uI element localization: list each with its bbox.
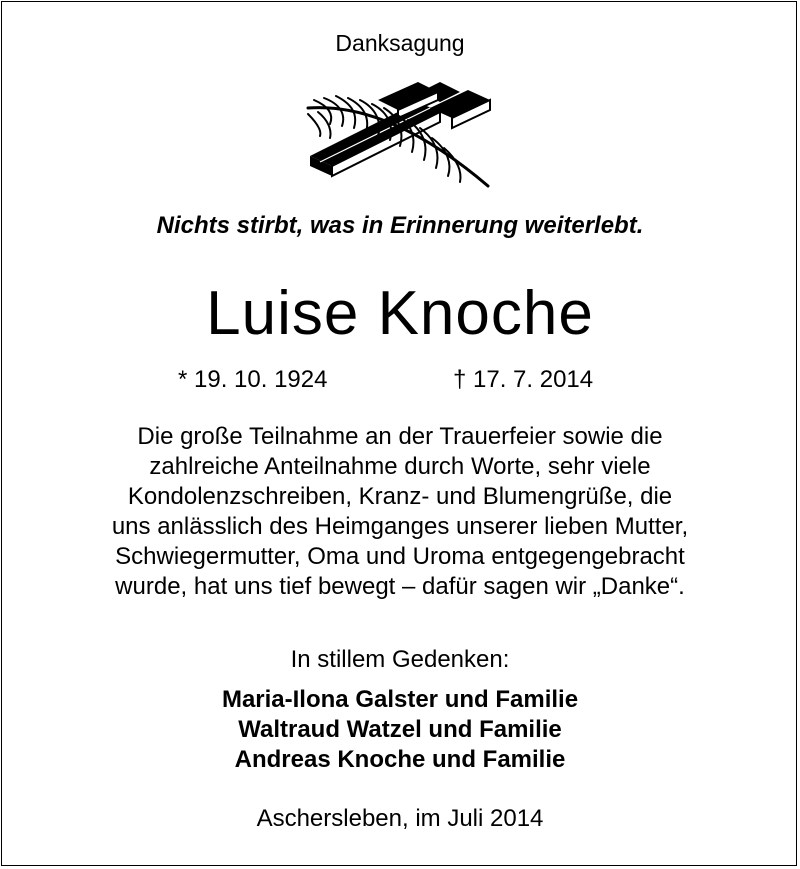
thank-you-line: Kondolenzschreiben, Kranz- und Blumengrüße, die [127,483,673,510]
cross-with-palm-frond-icon [300,78,500,190]
thank-you-text [0,422,800,602]
thank-you-line: zahlreiche Anteilnahme durch Worte, sehr viele [149,453,651,480]
deceased-name: Luise Knoche [206,279,594,348]
motto: Nichts stirbt, was in Erinnerung weiterlebt. [156,212,644,239]
notice-heading: Danksagung [335,30,465,56]
death-date: † 17. 7. 2014 [453,366,594,393]
thank-you-line: Schwiegermutter, Oma und Uroma entgegengebracht [115,543,685,570]
birth-date: * 19. 10. 1924 [178,366,328,393]
place-and-date: Aschersleben, im Juli 2014 [256,805,544,832]
mourners-list [0,685,800,775]
thank-you-line: wurde, hat uns tief bewegt – dafür sagen wir „Danke“. [115,573,685,600]
mourner-family: Maria-Ilona Galster und Familie [221,686,579,713]
mourner-family: Waltraud Watzel und Familie [238,716,562,743]
closing-phrase: In stillem Gedenken: [290,646,510,673]
mourner-family: Andreas Knoche und Familie [234,746,566,773]
thank-you-line: uns anlässlich des Heimganges unserer lieben Mutter, [111,513,689,540]
thank-you-line: Die große Teilnahme an der Trauerfeier sowie die [137,423,663,450]
